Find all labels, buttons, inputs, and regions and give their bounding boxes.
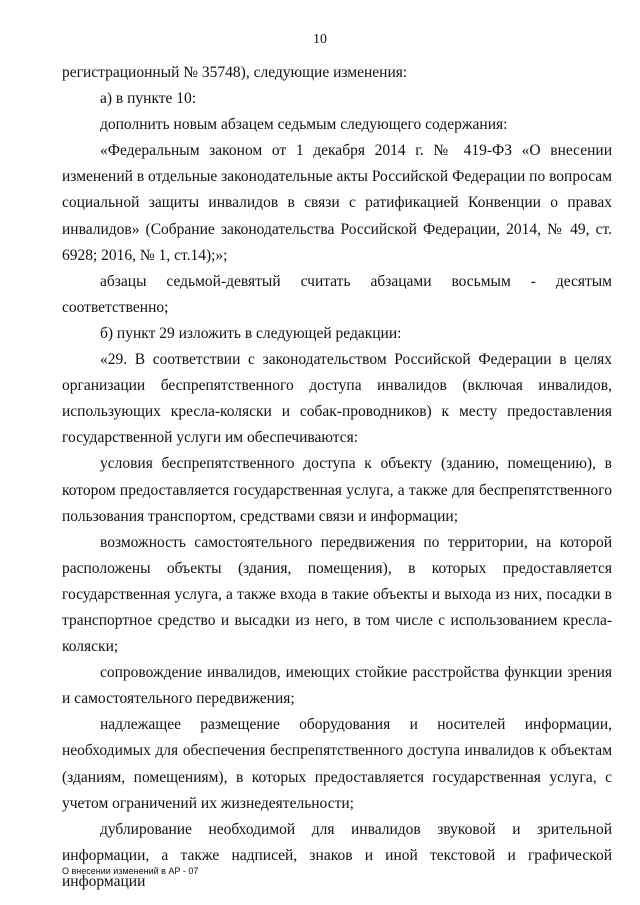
paragraph: регистрационный № 35748), следующие изменения: xyxy=(62,64,408,81)
page-number: 10 xyxy=(313,32,327,47)
paragraph: абзацы седьмой-девятый считать абзацами восьмым - десятым соответственно; xyxy=(62,272,612,316)
document-body xyxy=(62,60,612,895)
footer-note: О внесении изменений в АР - 07 xyxy=(62,866,199,876)
paragraph: условия беспрепятственного доступа к объекту (зданию, помещению), в котором предоставляется государственная услуга, а также для беспрепятственного пользования транспортом, средствами связи и информации; xyxy=(62,455,612,525)
paragraph: возможность самостоятельного передвижения по территории, на которой расположены объекты (здания, помещения), в которых предоставляется государственная услуга, а также входа в такие объекты и выхода из них, посадки в транспортное средство и высадки из него, в том числе с использованием кресла-коляски; xyxy=(62,533,612,656)
paragraph: «Федеральным законом от 1 декабря 2014 г. № 419-ФЗ «О внесении изменений в отдельные законодательные акты Российской Федерации по вопросам социальной защиты инвалидов в связи с ратификацией Конвенции о правах инвалидов» (Собрание законодательства Российской Федерации, 2014, № 49, ст. 6928; 2016, № 1, ст.14);»; xyxy=(62,142,612,264)
paragraph: сопровождение инвалидов, имеющих стойкие расстройства функции зрения и самостоятельного передвижения; xyxy=(62,664,612,708)
paragraph: дополнить новым абзацем седьмым следующего содержания: xyxy=(100,116,508,134)
paragraph: дублирование необходимой для инвалидов звуковой и зрительной информации, а также надписей, знаков и иной текстовой и графической информации xyxy=(62,820,612,890)
paragraph: надлежащее размещение оборудования и носителей информации, необходимых для обеспечения беспрепятственного доступа инвалидов к объектам (зданиям, помещениям), в которых предоставляется государственная услуга, с учетом ограничений их жизнедеятельности; xyxy=(62,716,612,812)
paragraph: б) пункт 29 изложить в следующей редакции: xyxy=(100,324,402,342)
paragraph: «29. В соответствии с законодательством Российской Федерации в целях организации беспрепятственного доступа инвалидов (включая инвалидов, использующих кресла-коляски и собак-проводников) к месту предоставления государственной услуги им обеспечиваются: xyxy=(62,351,612,447)
paragraph: а) в пункте 10: xyxy=(100,90,197,108)
